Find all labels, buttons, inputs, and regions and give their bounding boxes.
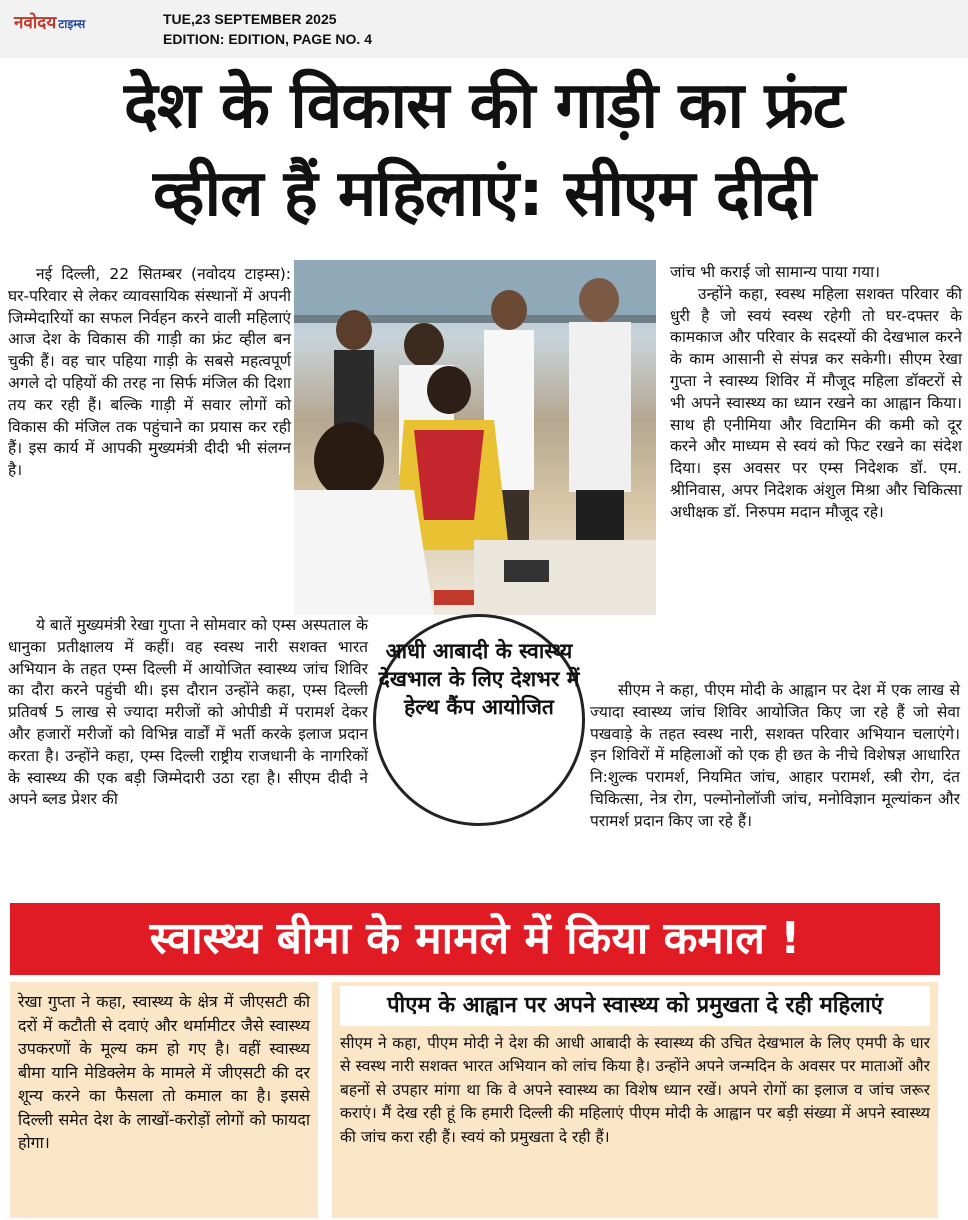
sidebar-box-right [332,982,938,1218]
article-paragraph: नई दिल्ली, 22 सितम्बर (नवोदय टाइम्स): घर-परिवार से लेकर व्यावसायिक संस्थानों में अपनी जिम्मेदारियों का सफल निर्वहन करने वाली महिलाएं आज देश के विकास की गाड़ी का फ्रंट व्हील बन चुकी हैं। वह चार पहिया गाड़ी के सबसे महत्वपूर्ण अगले दो पहियों की तरह ना सिर्फ मंजिल की दिशा तय कर रही हैं। बल्कि गाड़ी में सवार लोगों को विकास की मंजिल तक पहुंचाने का प्रयास कर रही हैं। इस कार्य में आपकी मुख्यमंत्री दीदी भी संलग्न है। [8,265,291,480]
newspaper-logo [14,10,85,33]
sidebar-box-title: पीएम के आह्वान पर अपने स्वास्थ्य को प्रमुखता दे रही महिलाएं [340,986,930,1026]
section-banner [10,903,940,975]
photo-illustration [294,260,656,615]
article-paragraph: ये बातें मुख्यमंत्री रेखा गुप्ता ने सोमवार को एम्स अस्पताल के धानुका प्रतीक्षालय में कहीं। वह स्वस्थ नारी सशक्त भारत अभियान के तहत एम्स दिल्ली में आयोजित स्वास्थ्य जांच शिविर का दौरा करने पहुंची थी। इस दौरान उन्होंने कहा, एम्स दिल्ली प्रतिवर्ष 5 लाख से ज्यादा मरीजों को ओपीडी में परामर्श देकर और हजारों मरीजों को विभिन्न वार्डों में भर्ती करके इलाज प्रदान करता है। उन्होंने कहा, एम्स दिल्ली राष्ट्रीय राजधानी के नागरिकों के स्वास्थ्य की एक बड़ी जिम्मेदारी उठा रहा है। सीएम दीदी ने अपने ब्लड प्रेशर की [8,616,368,809]
logo-sub: टाइम्स [58,17,86,31]
date-line: TUE,23 SEPTEMBER 2025 [163,11,337,27]
article-paragraph: जांच भी कराई जो सामान्य पाया गया। [670,263,880,281]
logo-main: नवोदय [14,13,57,33]
masthead-bar [0,0,968,58]
article-paragraph: उन्होंने कहा, स्वस्थ महिला सशक्त परिवार की धुरी है जो स्वयं स्वस्थ रहेगी तो घर-दफ्तर के कामकाज और परिवार के सदस्यों की देखभाल करने के काम आसानी से संपन्न कर सकेगी। सीएम रेखा गुप्ता ने स्वास्थ्य शिविर में मौजूद महिला डॉक्टरों से भी अपने स्वास्थ्य का ध्यान रखने का आह्वान किया। साथ ही एनीमिया और विटामिन की कमी को दूर करने और माध्यम से स्वयं को फिट रखने का संदेश दिया। इस अवसर पर एम्स निदेशक डॉ. एम. श्रीनिवास, अपर निदेशक अंशुल मिश्रा और चिकित्सा अधीक्षक डॉ. निरुपम मदान मौजूद रहे। [670,284,962,521]
sidebar-box-text: सीएम ने कहा, पीएम मोदी ने देश की आधी आबादी के स्वास्थ्य की उचित देखभाल के लिए एमपी के धार से स्वस्थ नारी सशक्त भारत अभियान को लांच किया है। उन्होंने अपने जन्मदिन के अवसर पर माताओं और बहनों से उपहार मांगा था कि वे अपने स्वास्थ्य का विशेष ध्यान रखें। अपने रोगों का इलाज व जांच जरूर कराएं। मैं देख रही हूं कि हमारी दिल्ली की महिलाएं पीएम मोदी के आह्वान पर बड़ी संख्या में अपने स्वास्थ्य की जांच करा रही हैं। स्वयं को प्रमुखता दे रही हैं। [340,1034,930,1146]
pullquote-circle [373,614,585,826]
article-column-right [670,262,962,524]
article-column-left [8,264,291,482]
page-headline [0,62,968,238]
sidebar-box-text: रेखा गुप्ता ने कहा, स्वास्थ्य के क्षेत्र में जीएसटी की दरों में कटौती से दवाएं और थर्मामीटर जैसे स्वास्थ्य उपकरणों के मूल्य कम हो गए है। वहीं स्वास्थ्य बीमा यानि मेडिक्लेम के मामले में जीएसटी की दर शून्य करने का फैसला तो कमाल का है। इससे दिल्ली समेत देश के लाखों-करोड़ों लोगों को फायदा होगा। [18,992,310,1152]
edition-line: EDITION: EDITION, PAGE NO. 4 [163,31,372,47]
article-column-bottom-left [8,615,368,811]
article-column-bottom-right [590,680,960,833]
headline-line2: व्हील हैं महिलाएं: सीएम दीदी [153,157,815,231]
banner-heading: स्वास्थ्य बीमा के मामले में किया कमाल ! [149,913,801,964]
article-paragraph: सीएम ने कहा, पीएम मोदी के आह्वान पर देश में एक लाख से ज्यादा स्वास्थ्य जांच शिविर आयोजित किए जा रहे हैं जो सेवा पखवाड़े के तहत स्वस्थ नारी, सशक्त परिवार अभियान चलाएंगे। इन शिविरों में महिलाओं को एक ही छत के नीचे विशेषज्ञ आधारित नि:शुल्क परामर्श, नियमित जांच, आहार परामर्श, स्त्री रोग, दंत चिकित्सा, नेत्र रोग, पल्मोनोलॉजी जांच, मनोविज्ञान मूल्यांकन और परामर्श प्रदान किए जा रहे हैं। [590,681,960,830]
news-photo [294,260,656,615]
sidebar-box-left [10,982,318,1218]
pullquote-text: आधी आबादी के स्वास्थ्य देखभाल के लिए देशभर में हेल्थ कैंप आयोजित [378,639,580,719]
edition-meta [163,9,372,49]
headline-line1: देश के विकास की गाड़ी का फ्रंट [124,69,844,143]
